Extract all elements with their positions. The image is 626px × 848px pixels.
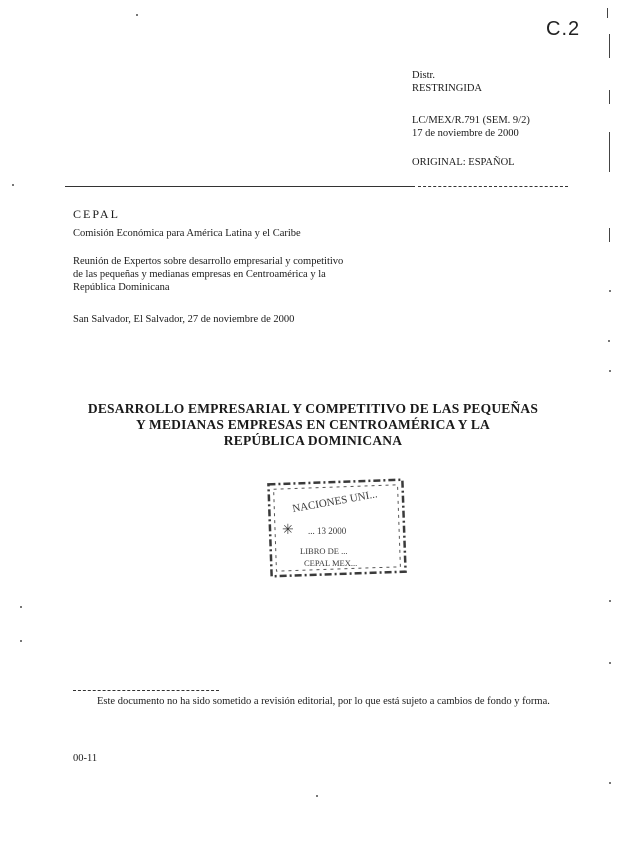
place-date: San Salvador, El Salvador, 27 de noviembre de 2000 [73,314,295,325]
scan-speck [12,184,14,186]
document-number: 00-11 [73,753,98,764]
reception-stamp [262,474,412,582]
header-rule [65,186,415,187]
scan-artifact [609,132,610,172]
footnote-separator [73,690,219,691]
scan-speck [609,662,611,664]
org-name: Comisión Económica para América Latina y el Caribe [73,228,301,239]
header-rule-dashed [418,186,568,187]
scan-speck [608,340,610,342]
title-line-3: REPÚBLICA DOMINICANA [223,433,403,448]
scan-speck [609,370,611,372]
org-abbrev: CEPAL [73,207,120,221]
scan-artifact [609,90,610,104]
distribution-value: RESTRINGIDA [412,83,482,94]
meeting-line-1: Reunión de Expertos sobre desarrollo empresarial y competitivo [73,256,344,267]
title-line-2: Y MEDIANAS EMPRESAS EN CENTROAMÉRICA Y LA [136,417,490,432]
document-date: 17 de noviembre de 2000 [412,128,519,139]
scan-speck [609,290,611,292]
scan-artifact [609,34,610,58]
corner-mark: C.2 [546,18,581,40]
scan-artifact [607,8,608,18]
document-title [40,401,586,449]
document-symbol: LC/MEX/R.791 (SEM. 9/2) [412,115,530,126]
stamp-star-icon: ✳ [282,523,294,538]
scan-speck [609,782,611,784]
scan-speck [316,795,318,797]
distribution-label: Distr. [412,70,436,81]
stamp-line-2: CEPAL MEX... [304,558,358,568]
meeting-line-3: República Dominicana [73,282,170,293]
meeting-line-2: de las pequeñas y medianas empresas en Centroamérica y la [73,269,326,280]
stamp-line-1: LIBRO DE ... [300,546,348,556]
scan-speck [20,606,22,608]
scan-artifact [609,228,610,242]
stamp-date-text: ... 13 2000 [308,526,347,536]
original-language: ORIGINAL: ESPAÑOL [412,157,515,168]
scan-speck [609,600,611,602]
scan-speck [136,14,138,16]
title-line-1: DESARROLLO EMPRESARIAL Y COMPETITIVO DE LAS PEQUEÑAS [87,401,539,416]
stamp-top-text: NACIONES UNI... [291,488,379,516]
footnote: Este documento no ha sido sometido a revisión editorial, por lo que está sujeto a cambios de fondo y forma. [97,696,550,707]
scan-speck [20,640,22,642]
